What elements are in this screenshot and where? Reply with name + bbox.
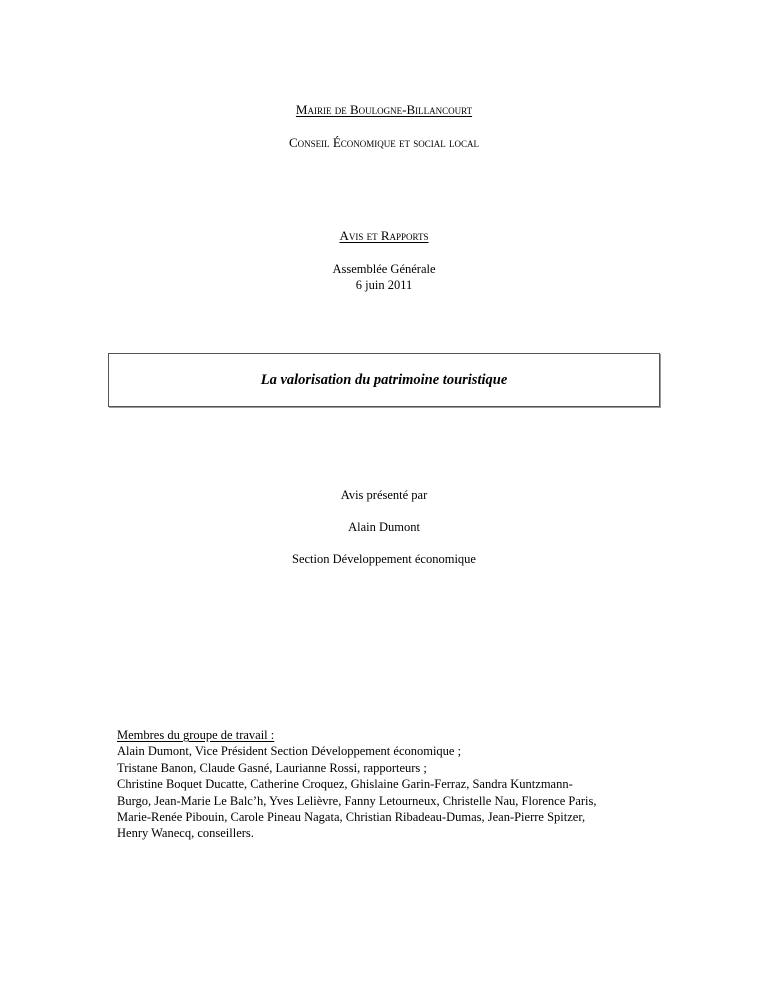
council-name: Conseil Économique et social local bbox=[288, 135, 480, 150]
members-line: Burgo, Jean-Marie Le Balc’h, Yves Lelièvre, Fanny Letourneux, Christelle Nau, Florence Paris, bbox=[117, 793, 597, 808]
title-box bbox=[108, 353, 660, 407]
members-line: Christine Boquet Ducatte, Catherine Croquez, Ghislaine Garin-Ferraz, Sandra Kuntzmann- bbox=[117, 777, 573, 792]
report-title: La valorisation du patrimoine touristique bbox=[260, 371, 508, 388]
members-line: Alain Dumont, Vice Président Section Développement économique ; bbox=[117, 744, 462, 759]
members-line: Marie-Renée Pibouin, Carole Pineau Nagata, Christian Ribadeau-Dumas, Jean-Pierre Spitzer, bbox=[117, 810, 586, 825]
assembly-label: Assemblée Générale bbox=[332, 262, 436, 276]
institution-name: Mairie de Boulogne-Billancourt bbox=[295, 102, 473, 117]
section-name: Section Développement économique bbox=[292, 552, 476, 566]
report-series: Avis et Rapports bbox=[339, 228, 429, 243]
report-date: 6 juin 2011 bbox=[355, 278, 413, 292]
presented-by-label: Avis présenté par bbox=[340, 488, 428, 502]
presenter-name: Alain Dumont bbox=[348, 520, 420, 534]
members-line: Henry Wanecq, conseillers. bbox=[117, 826, 254, 841]
members-heading: Membres du groupe de travail : bbox=[117, 728, 275, 742]
members-line: Tristane Banon, Claude Gasné, Laurianne Rossi, rapporteurs ; bbox=[117, 760, 427, 775]
working-group-members bbox=[117, 727, 662, 842]
